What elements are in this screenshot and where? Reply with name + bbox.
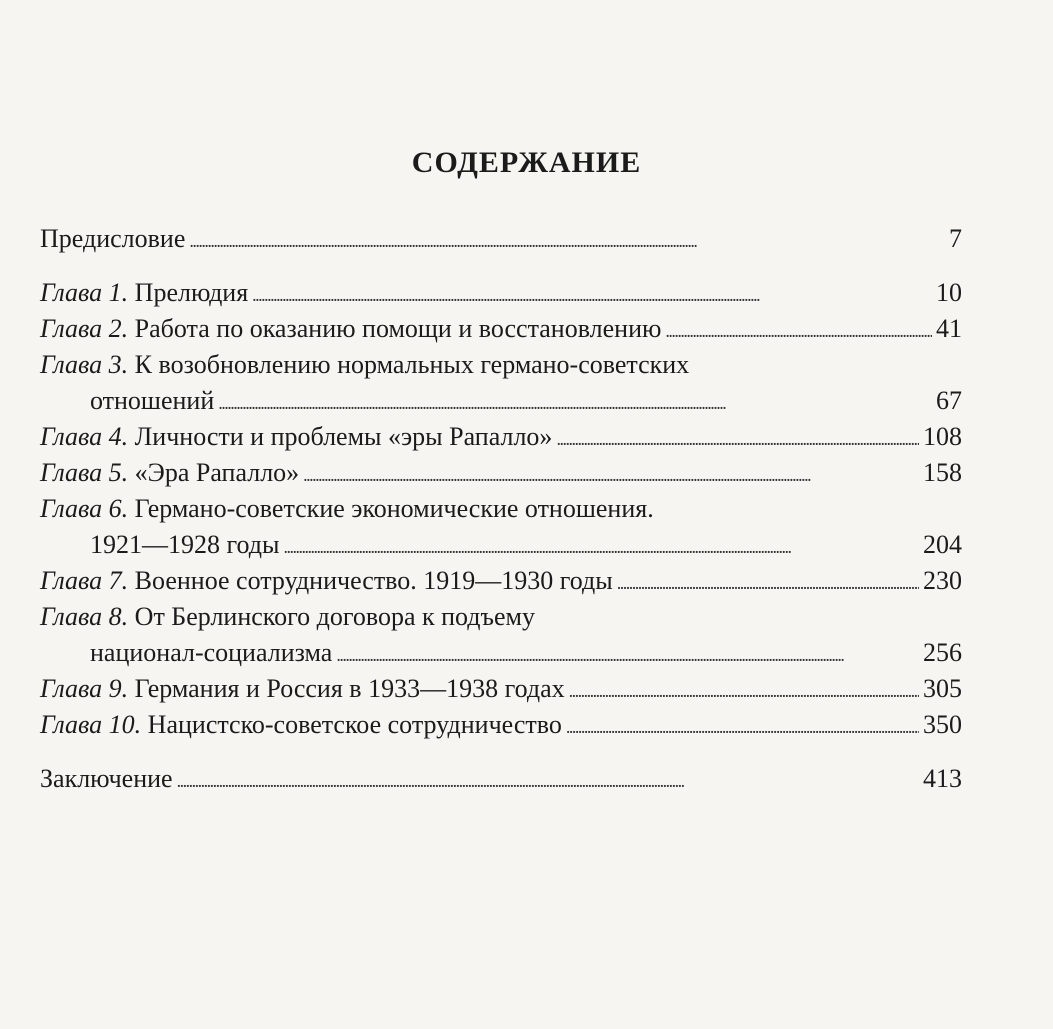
toc-page-number: 158 (923, 458, 962, 487)
toc-page-number: 10 (936, 278, 962, 307)
toc-entry-text: Личности и проблемы «эры Рапалло» (134, 422, 553, 451)
toc-entry-chapter-6 (40, 494, 962, 530)
toc-chapter-label: Глава 2. (40, 314, 129, 343)
toc-page-number: 413 (923, 764, 962, 793)
toc-page-number: 7 (949, 224, 962, 253)
toc-leader (665, 314, 932, 344)
toc-entry-text: От Берлинского договора к подъему (134, 602, 535, 631)
toc-entry-chapter-10 (40, 710, 962, 746)
toc-entry-chapter-8-cont (40, 638, 962, 674)
toc-page-number: 305 (923, 674, 962, 703)
toc-entry-text: Германо-советские экономические отношения. (134, 494, 654, 523)
toc-leader (569, 674, 919, 704)
toc-leader (617, 566, 919, 596)
toc-entry-chapter-7 (40, 566, 962, 602)
toc-entry-text: Военное сотрудничество. 1919—1930 годы (134, 566, 613, 595)
toc-page-number: 350 (923, 710, 962, 739)
bleed-through-text (0, 885, 1053, 911)
toc-entry-chapter-1 (40, 278, 962, 314)
toc-entry-chapter-6-cont (40, 530, 962, 566)
toc-entry-chapter-3-cont (40, 386, 962, 422)
toc-chapter-label: Глава 10. (40, 710, 142, 739)
toc-leader (566, 710, 919, 740)
toc-leader (189, 224, 945, 254)
toc-entry-text: 1921—1928 годы (90, 530, 280, 559)
toc-chapter-label: Глава 8. (40, 602, 129, 631)
toc-entry-text: К возобновлению нормальных германо-советских (134, 350, 690, 379)
toc-chapter-label: Глава 3. (40, 350, 129, 379)
toc-entry-chapter-2 (40, 314, 962, 350)
toc-chapter-label: Глава 4. (40, 422, 129, 451)
toc-entry-chapter-3 (40, 350, 962, 386)
toc-entry-text: национал-социализма (90, 638, 333, 667)
toc-entry-text: Прелюдия (134, 278, 249, 307)
toc-chapter-label: Глава 9. (40, 674, 129, 703)
toc-entry-chapter-5 (40, 458, 962, 494)
toc-entry-chapter-9 (40, 674, 962, 710)
toc-leader (336, 638, 919, 668)
toc-entry-preface (40, 224, 962, 260)
toc-entry-text: Германия и Россия в 1933—1938 годах (134, 674, 565, 703)
toc-page-number: 41 (936, 314, 962, 343)
toc-leader (556, 422, 919, 452)
toc-page-number: 230 (923, 566, 962, 595)
toc-entry-text: Нацистско-советское сотрудничество (147, 710, 562, 739)
toc-chapter-label: Глава 6. (40, 494, 129, 523)
toc-chapter-label: Глава 5. (40, 458, 129, 487)
toc-entry-text: «Эра Рапалло» (134, 458, 300, 487)
toc-entry-text: Заключение (40, 764, 173, 793)
toc-page-number: 256 (923, 638, 962, 667)
toc-entry-text: отношений (90, 386, 215, 415)
toc-entry-text: Работа по оказанию помощи и восстановлению (134, 314, 662, 343)
toc-page-number: 67 (936, 386, 962, 415)
toc-leader (177, 764, 919, 794)
toc-page-number: 108 (923, 422, 962, 451)
toc-entry-text: Предисловие (40, 224, 186, 253)
toc-leader (218, 386, 932, 416)
toc-leader (303, 458, 919, 488)
page-title: СОДЕРЖАНИЕ (411, 146, 642, 179)
toc-leader (252, 278, 932, 308)
toc-leader (283, 530, 919, 560)
toc-chapter-label: Глава 1. (40, 278, 129, 307)
toc-entry-chapter-4 (40, 422, 962, 458)
toc-entry-conclusion (40, 764, 962, 800)
toc-entry-chapter-8 (40, 602, 962, 638)
toc-page-number: 204 (923, 530, 962, 559)
toc-chapter-label: Глава 7. (40, 566, 129, 595)
